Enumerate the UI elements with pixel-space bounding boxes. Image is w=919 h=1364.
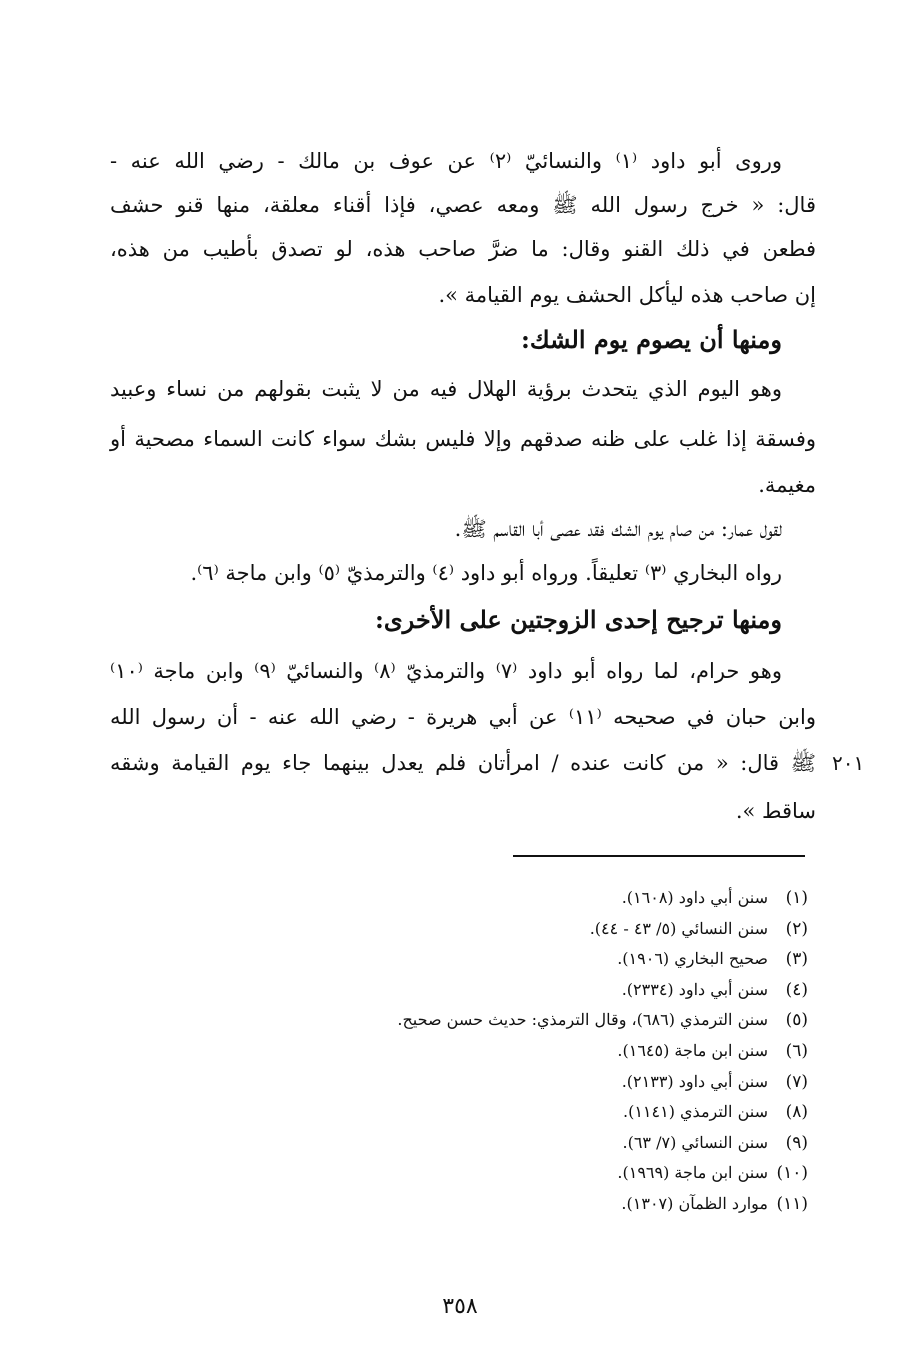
footnote-text: صحيح البخاري (١٩٠٦). bbox=[617, 949, 768, 969]
footnote-number: (٤) bbox=[785, 979, 808, 1000]
footnotes-list bbox=[300, 883, 808, 1220]
footnote-text: سنن ابن ماجة (١٩٦٩). bbox=[617, 1163, 768, 1183]
footnote-item bbox=[300, 883, 808, 914]
footnote-item bbox=[300, 1158, 808, 1189]
footnote-number: (٣) bbox=[785, 949, 808, 970]
paragraph-2-line-3: مغيمة. bbox=[758, 473, 816, 497]
footnote-number: (١٠) bbox=[776, 1163, 808, 1184]
footnote-number: (٧) bbox=[785, 1071, 808, 1092]
paragraph-2-line-1: وهو اليوم الذي يتحدث برؤية الهلال فيه من لا يثبت بقولهم من نساء وعبيد bbox=[110, 377, 782, 401]
footnote-item bbox=[300, 1067, 808, 1098]
footnote-number: (٥) bbox=[785, 1010, 808, 1031]
margin-folio-note: ٢٠١ bbox=[832, 751, 865, 775]
paragraph-1-line-4: إن صاحب هذه ليأكل الحشف يوم القيامة ». bbox=[438, 283, 816, 307]
footnote-item bbox=[300, 914, 808, 945]
footnote-item bbox=[300, 975, 808, 1006]
footnote-text: سنن ابن ماجة (١٦٤٥). bbox=[617, 1040, 768, 1060]
footnote-item bbox=[300, 1128, 808, 1159]
footnote-number: (٨) bbox=[785, 1102, 808, 1123]
footnote-number: (٩) bbox=[785, 1132, 808, 1153]
footnote-text: سنن الترمذي (٦٨٦)، وقال الترمذي: حديث حسن صحيح. bbox=[397, 1010, 768, 1030]
paragraph-1-line-3: فطعن في ذلك القنو وقال: ما ضرَّ صاحب هذه، لو تصدق بأطيب من هذه، bbox=[110, 237, 816, 261]
paragraph-3-line-2: رواه البخاري ⁽٣⁾ تعليقاً. ورواه أبو داود ⁽٤⁾ والترمذيّ ⁽٥⁾ وابن ماجة ⁽٦⁾. bbox=[190, 561, 782, 585]
footnote-number: (١) bbox=[785, 888, 808, 908]
paragraph-1-line-2: قال: « خرج رسول الله ﷺ ومعه عصي، فإذا أقناء معلقة، منها قنو حشف bbox=[110, 193, 816, 217]
footnote-text: سنن أبي داود (٢٣٣٤). bbox=[621, 979, 768, 999]
footnote-text: سنن أبي داود (١٦٠٨). bbox=[621, 888, 768, 907]
footnote-item bbox=[300, 1036, 808, 1067]
footnote-item bbox=[300, 944, 808, 975]
footnote-item bbox=[300, 1189, 808, 1220]
footnote-text: سنن أبي داود (٢١٣٣). bbox=[621, 1071, 768, 1091]
paragraph-4-line-4: ساقط ». bbox=[735, 799, 816, 823]
paragraph-1-line-1: وروى أبو داود ⁽١⁾ والنسائيّ ⁽٢⁾ عن عوف بن مالك - رضي الله عنه - bbox=[110, 149, 782, 173]
footnote-item bbox=[300, 1005, 808, 1036]
page-number: ٣٥٨ bbox=[442, 1294, 478, 1319]
footnote-separator bbox=[513, 855, 805, 857]
footnote-text: سنن النسائي (٥/ ٤٣ - ٤٤). bbox=[589, 918, 768, 938]
footnote-text: موارد الظمآن (١٣٠٧). bbox=[621, 1193, 768, 1213]
footnote-number: (١١) bbox=[776, 1193, 808, 1214]
paragraph-4-line-3: ﷺ قال: « من كانت عنده / امرأتان فلم يعدل بينهما جاء يوم القيامة وشقه bbox=[110, 751, 816, 775]
section-heading-doubt-day: ومنها أن يصوم يوم الشك: bbox=[521, 325, 782, 354]
paragraph-2-line-2: وفسقة إذا غلب على ظنه صدقهم وإلا فليس بشك سواء كانت السماء مصحية أو bbox=[110, 427, 816, 451]
section-heading-preferring-wife: ومنها ترجيح إحدى الزوجتين على الأخرى: bbox=[375, 605, 782, 634]
footnote-number: (٦) bbox=[785, 1040, 808, 1061]
paragraph-4-line-1: وهو حرام، لما رواه أبو داود ⁽٧⁾ والترمذيّ ⁽٨⁾ والنسائيّ ⁽٩⁾ وابن ماجة ⁽١٠⁾ bbox=[110, 659, 782, 683]
footnote-text: سنن النسائي (٧/ ٦٣). bbox=[622, 1132, 768, 1152]
footnote-text: سنن الترمذي (١١٤١). bbox=[623, 1102, 768, 1122]
paragraph-4-line-2: وابن حبان في صحيحه ⁽١١⁾ عن أبي هريرة - رضي الله عنه - أن رسول الله bbox=[110, 705, 816, 729]
footnote-item bbox=[300, 1097, 808, 1128]
paragraph-3-line-1: لقول عمار: من صام يوم الشك فقد عصى أبا القاسم ﷺ. bbox=[454, 517, 782, 541]
footnote-number: (٢) bbox=[785, 918, 808, 939]
